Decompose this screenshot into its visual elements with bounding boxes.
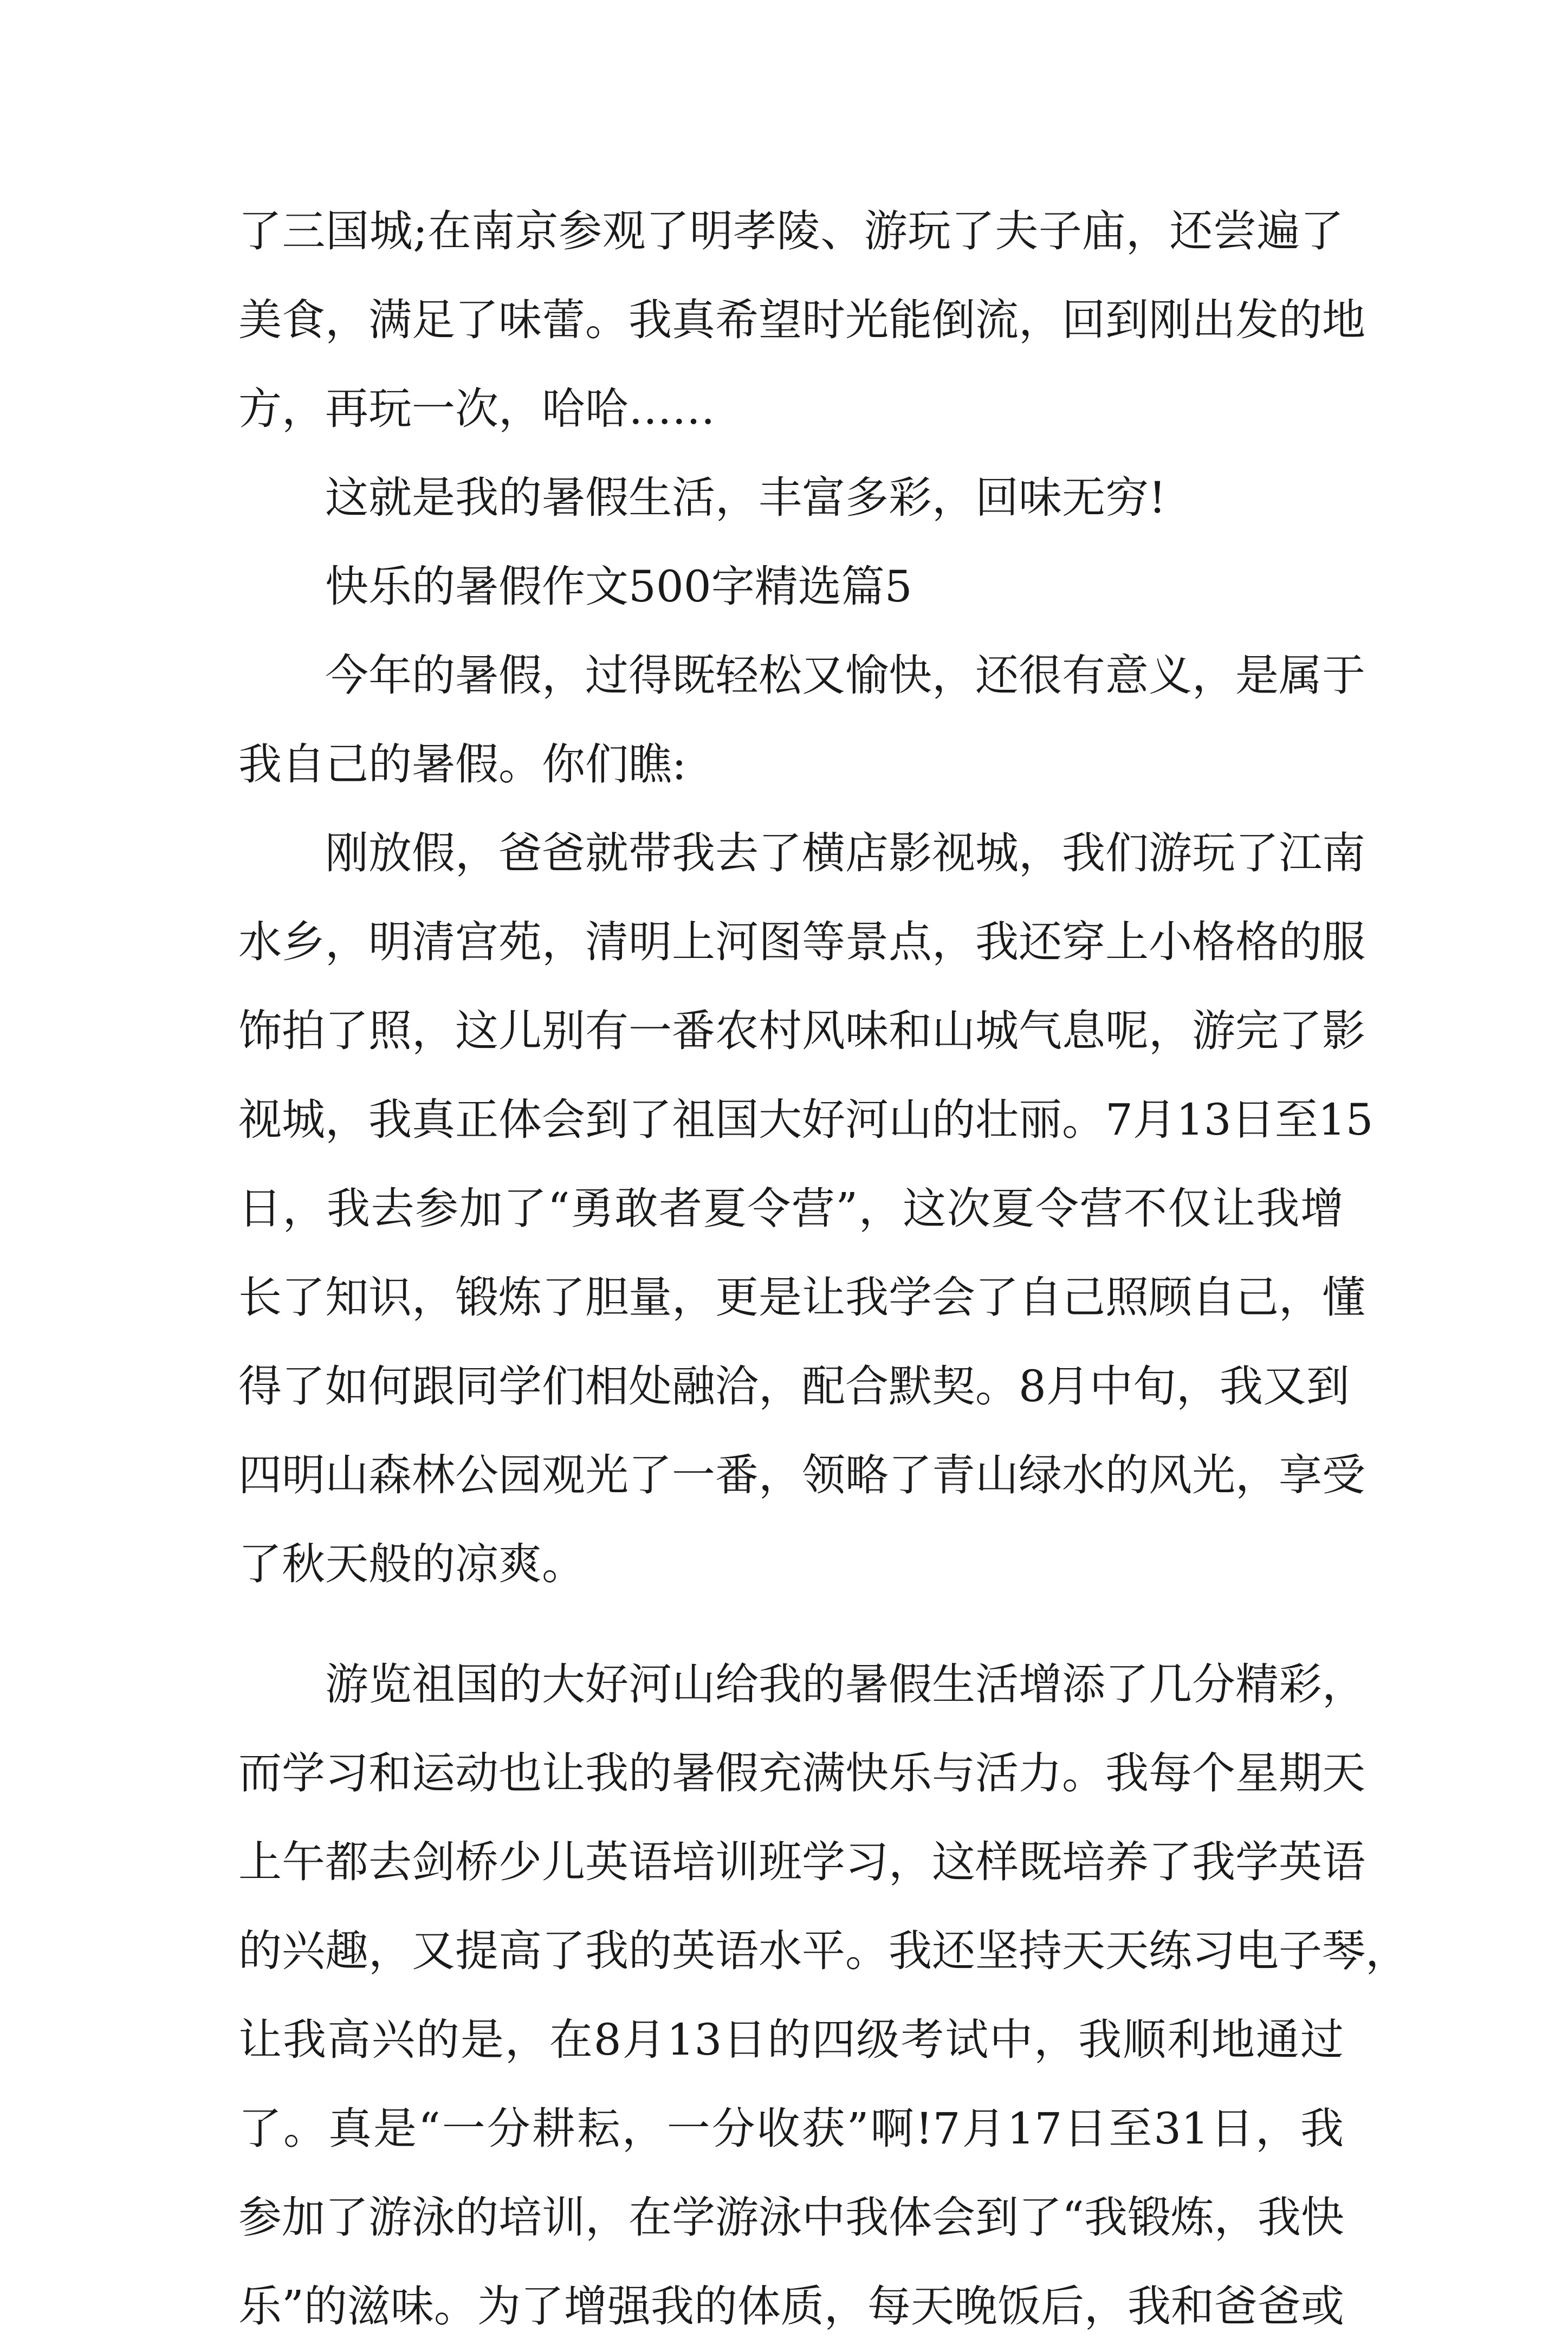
text-line: 了三国城;在南京参观了明孝陵、游玩了夫子庙，还尝遍了 <box>238 206 1344 256</box>
text-line: 水乡，明清宫苑，清明上河图等景点，我还穿上小格格的服 <box>238 917 1365 967</box>
text-line: 四明山森林公园观光了一番，领略了青山绿水的风光，享受 <box>238 1450 1365 1500</box>
paragraph-gap <box>238 1609 1344 1640</box>
text-line: 长了知识，锻炼了胆量，更是让我学会了自己照顾自己，懂 <box>238 1272 1365 1323</box>
text-line: 我自己的暑假。你们瞧: <box>238 739 686 789</box>
document-body <box>238 187 1409 2351</box>
text-line: 了秋天般的凉爽。 <box>238 1539 585 1589</box>
text-line: 的兴趣，又提高了我的英语水平。我还坚持天天练习电子琴， <box>238 1926 1409 1976</box>
text-line: 游览祖国的大好河山给我的暑假生活增添了几分精彩， <box>325 1659 1365 1709</box>
text-line: 乐”的滋味。为了增强我的体质，每天晚饭后，我和爸爸或 <box>238 2281 1344 2331</box>
text-line: 上午都去剑桥少儿英语培训班学习，这样既培养了我学英语 <box>238 1837 1365 1887</box>
text-line: 视城，我真正体会到了祖国大好河山的壮丽。7月13日至15 <box>238 1094 1373 1145</box>
text-line: 了。真是“一分耕耘，一分收获”啊!7月17日至31日，我 <box>238 2103 1344 2154</box>
text-line: 而学习和运动也让我的暑假充满快乐与活力。我每个星期天 <box>238 1748 1365 1798</box>
text-line: 日，我去参加了“勇敢者夏令营”，这次夏令营不仅让我增 <box>238 1183 1344 1234</box>
text-line: 刚放假，爸爸就带我去了横店影视城，我们游玩了江南 <box>325 828 1365 878</box>
text-line: 饰拍了照，这儿别有一番农村风味和山城气息呢，游完了影 <box>238 1006 1365 1056</box>
text-line: 得了如何跟同学们相处融洽，配合默契。8月中旬，我又到 <box>238 1361 1350 1411</box>
section-heading: 快乐的暑假作文500字精选篇5 <box>325 561 912 612</box>
text-line: 美食，满足了味蕾。我真希望时光能倒流，回到刚出发的地 <box>238 295 1365 345</box>
text-line: 让我高兴的是，在8月13日的四级考试中，我顺利地通过 <box>238 2015 1344 2065</box>
text-line: 今年的暑假，过得既轻松又愉快，还很有意义，是属于 <box>325 650 1365 701</box>
text-line: 参加了游泳的培训，在学游泳中我体会到了“我锻炼，我快 <box>238 2192 1344 2243</box>
text-line: 这就是我的暑假生活，丰富多彩，回味无穷! <box>325 472 1167 523</box>
text-line: 方，再玩一次，哈哈…… <box>238 384 715 434</box>
